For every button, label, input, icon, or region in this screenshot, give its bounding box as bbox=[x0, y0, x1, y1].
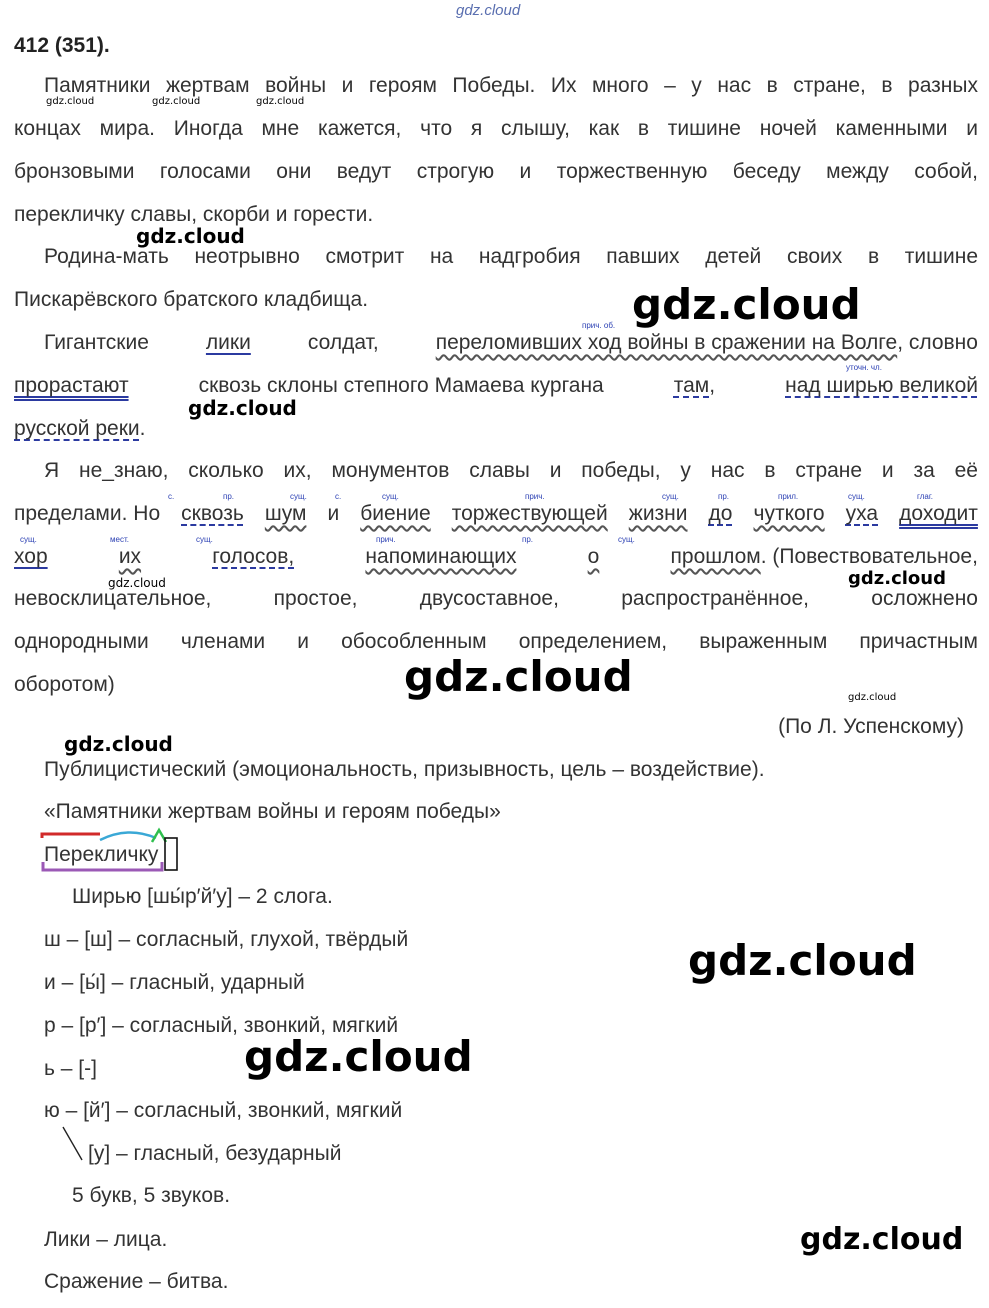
pos-label: сущ. bbox=[848, 492, 865, 501]
morpheme-word: Перекличку bbox=[44, 843, 159, 866]
watermark: gdz.cloud bbox=[64, 732, 173, 756]
paragraph-4-line-6: оборотом) bbox=[14, 673, 115, 696]
pos-label: с. bbox=[335, 492, 342, 501]
paragraph-3-line-2 bbox=[14, 374, 978, 398]
phonetic-row: ш – [ш] – согласный, глухой, твёрдый bbox=[44, 928, 409, 951]
pos-label: мест. bbox=[110, 535, 129, 544]
vocab-item: Сражение – битва. bbox=[44, 1270, 229, 1293]
word: солдат, bbox=[307, 331, 379, 354]
word: , словно bbox=[897, 331, 978, 354]
paragraph-2-line: Пискарёвского братского кладбища. bbox=[14, 288, 369, 311]
phonetic-row: и – [ы́] – гласный, ударный bbox=[44, 971, 305, 994]
word: их bbox=[118, 545, 142, 568]
word: о bbox=[587, 545, 600, 568]
phonetic-row: ь – [-] bbox=[44, 1057, 97, 1080]
word: и bbox=[327, 502, 340, 525]
word: шум bbox=[264, 502, 307, 525]
paragraph-4-line-5: однородными членами и обособленным определением, выраженным причастным bbox=[14, 630, 978, 653]
watermark: gdz.cloud bbox=[800, 1222, 964, 1257]
paragraph-2-line: Родина-мать неотрывно смотрит на надгробия павших детей своих в тишине bbox=[44, 245, 978, 268]
predicate-word: доходит bbox=[899, 502, 978, 525]
paragraph-3-line-1 bbox=[44, 331, 978, 355]
pos-label: сущ. bbox=[662, 492, 679, 501]
paragraph-1-line: Памятники жертвам войны и героям Победы. Их много – у нас в стране, в разных bbox=[44, 74, 978, 97]
watermark: gdz.cloud bbox=[632, 280, 861, 329]
source-attribution: (По Л. Успенскому) bbox=[778, 715, 964, 738]
watermark: gdz.cloud bbox=[136, 224, 245, 248]
ending-box bbox=[165, 838, 177, 870]
word: пределами. Но bbox=[14, 502, 161, 525]
watermark: gdz.cloud bbox=[256, 96, 305, 107]
phonetic-row: [у] – гласный, безударный bbox=[88, 1142, 342, 1165]
paragraph-3-line-3 bbox=[14, 417, 146, 441]
clarifying-member: над ширью великой bbox=[785, 374, 978, 397]
pos-label: сущ. bbox=[618, 535, 635, 544]
root-arc bbox=[100, 832, 156, 840]
word: Гигантские bbox=[44, 331, 149, 354]
paragraph-1-line: бронзовыми голосами они ведут строгую и торжественную беседу между собой, bbox=[14, 160, 978, 183]
word: напоминающих bbox=[365, 545, 517, 568]
word: сквозь bbox=[181, 502, 244, 525]
branch-line bbox=[60, 1124, 86, 1166]
predicate-word: прорастают bbox=[14, 374, 129, 397]
paragraph-4-line-3 bbox=[14, 545, 978, 569]
watermark: gdz.cloud bbox=[188, 396, 297, 420]
word: голосов, bbox=[212, 545, 295, 568]
word: сквозь склоны степного Мамаева кургана bbox=[198, 374, 604, 397]
pos-label: сущ. bbox=[196, 535, 213, 544]
task-number: 412 (351). bbox=[14, 34, 110, 57]
text-title: «Памятники жертвам войны и героям победы» bbox=[44, 800, 501, 823]
pos-label: сущ. bbox=[290, 492, 307, 501]
paragraph-4-line-4: невосклицательное, простое, двусоставное, распространённое, осложнено bbox=[14, 587, 978, 610]
watermark: gdz.cloud bbox=[848, 568, 946, 589]
watermark: gdz.cloud bbox=[108, 576, 166, 590]
comma: , bbox=[709, 374, 716, 397]
watermark: gdz.cloud bbox=[152, 96, 201, 107]
phonetic-summary: 5 букв, 5 звуков. bbox=[72, 1184, 231, 1207]
watermark-top: gdz.cloud bbox=[456, 2, 521, 19]
phonetic-header: Ширью [шы́р′й′у] – 2 слога. bbox=[72, 885, 333, 908]
participial-phrase: переломивших ход войны в сражении на Волге bbox=[435, 331, 898, 354]
adverbial-word: там bbox=[673, 374, 710, 397]
word: до bbox=[708, 502, 733, 525]
paragraph-4-line-1: Я не_знаю, сколько их, монументов славы и победы, у нас в стране и за её bbox=[44, 459, 978, 482]
pos-label: прич. об. bbox=[582, 321, 616, 330]
word: прошлом bbox=[670, 545, 761, 568]
pos-label: уточн. чл. bbox=[846, 363, 882, 372]
paragraph-4-line-2 bbox=[14, 502, 978, 526]
word: жизни bbox=[628, 502, 688, 525]
word: уха bbox=[845, 502, 879, 525]
clarifying-member: русской реки bbox=[14, 417, 140, 440]
word: чуткого bbox=[753, 502, 825, 525]
pos-label: пр. bbox=[522, 535, 534, 544]
pos-label: прич. bbox=[376, 535, 396, 544]
watermark: gdz.cloud bbox=[46, 96, 95, 107]
watermark: gdz.cloud bbox=[244, 1032, 473, 1081]
word: . (Повествовательное, bbox=[760, 545, 978, 568]
word: биение bbox=[360, 502, 431, 525]
suffix-mark bbox=[152, 830, 166, 842]
word: торжествующей bbox=[451, 502, 608, 525]
pos-label: пр. bbox=[718, 492, 730, 501]
paragraph-1-line: перекличку славы, скорби и горести. bbox=[14, 203, 374, 226]
phonetic-row: ю – [й′] – согласный, звонкий, мягкий bbox=[44, 1099, 403, 1122]
vocab-item: Лики – лица. bbox=[44, 1228, 168, 1251]
pos-label: с. bbox=[168, 492, 175, 501]
pos-label: прил. bbox=[778, 492, 799, 501]
watermark: gdz.cloud bbox=[404, 652, 633, 701]
pos-label: пр. bbox=[223, 492, 235, 501]
watermark: gdz.cloud bbox=[688, 936, 917, 985]
paragraph-1-line: концах мира. Иногда мне кажется, что я слышу, как в тишине ночей каменными и bbox=[14, 117, 978, 140]
pos-label: сущ. bbox=[382, 492, 399, 501]
pos-label: сущ. bbox=[20, 535, 37, 544]
period: . bbox=[139, 417, 146, 440]
pos-label: прич. bbox=[525, 492, 545, 501]
subject-word: лики bbox=[205, 331, 251, 354]
prefix-mark bbox=[42, 834, 100, 838]
style-analysis: Публицистический (эмоциональность, призывность, цель – воздействие). bbox=[44, 758, 765, 781]
subject-word: хор bbox=[14, 545, 48, 568]
pos-label: глаг. bbox=[917, 492, 934, 501]
phonetic-row: р – [р′] – согласный, звонкий, мягкий bbox=[44, 1014, 399, 1037]
watermark: gdz.cloud bbox=[848, 692, 897, 703]
